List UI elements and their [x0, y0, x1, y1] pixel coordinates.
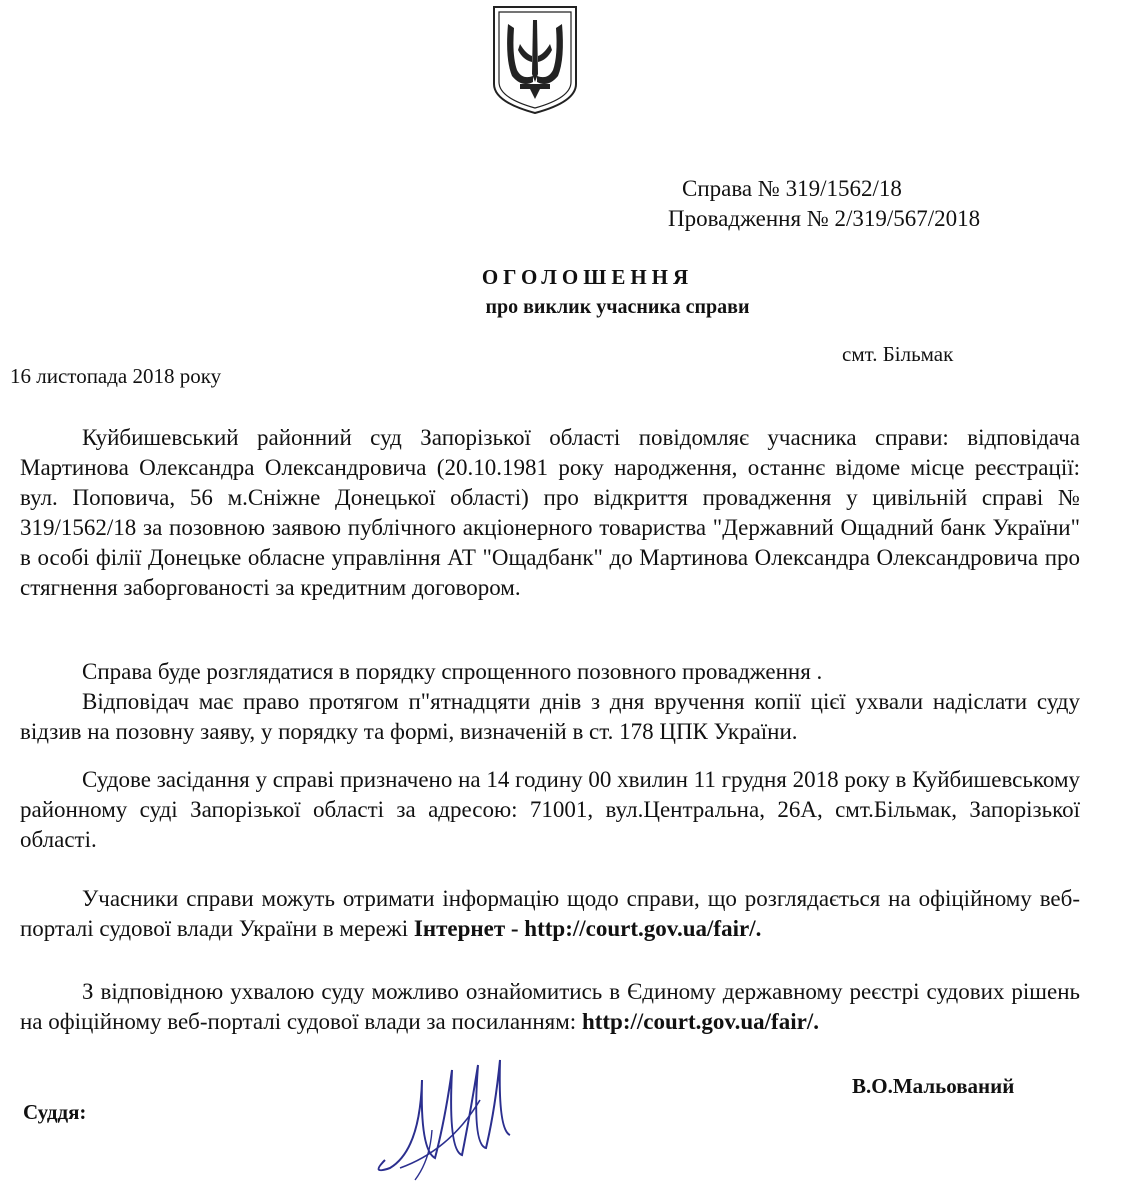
document-date: 16 листопада 2018 року — [10, 364, 222, 388]
handwritten-signature — [360, 1040, 530, 1185]
paragraph-text: Справа буде розглядатися в порядку спрощенного позовного провадження . — [82, 659, 823, 684]
paragraph-text: Куйбишевський районний суд Запорізької області повідомляє учасника справи: відповідача Мартинова Олександра Олександровича (20.10.1981 року народження, останнє відоме місце реєстрації: вул. Поповича, 56 м.Сніжне Донецької області) про відкриття провадження у цивільній справі № 319/1562/18 за позовною заявою публічного акціонерного товариства "Державний Ощадний банк України" в особі філії Донецьке обласне управління АТ "Ощадбанк" до Мартинова Олександра Олександровича про стягнення заборгованості за кредитним договором. — [20, 425, 1080, 600]
paragraph-text: Відповідач має право протягом п"ятнадцяти днів з дня вручення копії цієї ухвали надіслати суду відзив на позовну заяву, у порядку та формі, визначеній в ст. 178 ЦПК України. — [20, 689, 1080, 744]
trident-coat-of-arms-icon — [490, 4, 580, 116]
paragraph-text: Судове засідання у справі призначено на 14 годину 00 хвилин 11 грудня 2018 року в Куйбишевському районному суді Запорізької області за адресою: 71001, вул.Центральна, 26А, смт.Більмак, Запорізької області. — [20, 767, 1080, 852]
paragraph-info — [20, 884, 1080, 944]
paragraph-procedure — [20, 657, 1080, 747]
paragraph-registry — [20, 977, 1080, 1037]
document-title: ОГОЛОШЕННЯ — [481, 265, 694, 289]
court-portal-link: Інтернет - http://court.gov.ua/fair/. — [413, 916, 762, 941]
case-number: Справа № 319/1562/18 — [682, 176, 902, 201]
paragraph-notice — [20, 423, 1080, 603]
paragraph-text: Учасники справи можуть отримати інформацію щодо справи, що розглядається на офіційному веб-порталі судової влади України в мережі — [20, 886, 1080, 941]
judge-label: Суддя: — [23, 1100, 87, 1124]
court-portal-link: http://court.gov.ua/fair/. — [581, 1009, 819, 1034]
paragraph-hearing — [20, 765, 1080, 855]
proceeding-number: Провадження № 2/319/567/2018 — [668, 206, 981, 231]
document-place: смт. Більмак — [842, 342, 954, 366]
paragraph-text: З відповідною ухвалою суду можливо ознайомитись в Єдиному державному реєстрі судових рішень на офіційному веб-порталі судової влади за посиланням: — [20, 979, 1080, 1034]
judge-name: В.О.Мальований — [852, 1074, 1015, 1098]
document-subtitle: про виклик учасника справи — [485, 296, 750, 318]
